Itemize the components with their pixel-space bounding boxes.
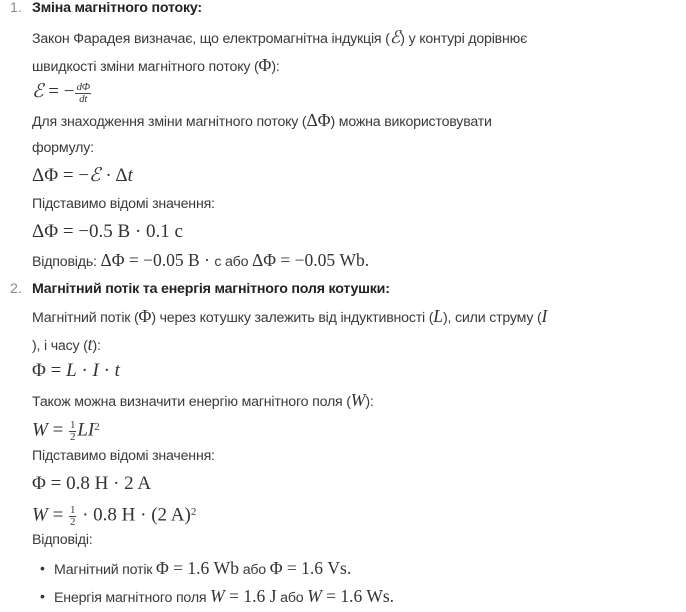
text: ) через котушку залежить від індуктивності ( [151,310,434,326]
math-variable: W [210,586,225,606]
math: · 0.8 H · (2 A) [77,504,191,526]
math: Φ [258,55,272,75]
text: або [276,590,308,606]
text-line [54,582,394,610]
math: ΔΦ = − [32,165,90,186]
section-title: Магнітний потік та енергія магнітного поля котушки: [32,281,390,297]
text-line [32,190,215,218]
text: c або [214,254,252,270]
text-line [32,330,101,358]
bullet: • [40,588,45,604]
list-number: 1. [10,0,22,16]
text: швидкості зміни магнітного потоку ( [32,59,259,75]
text: ): [365,394,374,410]
formula-line [32,470,151,498]
formula-line [32,162,133,190]
fraction [69,420,76,443]
text: Також можна визначити енергію магнітного поля ( [32,394,351,410]
formula-line [32,357,120,385]
math: Φ = [32,360,67,381]
formula-line [32,413,100,444]
math: ΔΦ [306,110,331,130]
fraction [75,82,90,105]
text-line [32,51,280,79]
math-variable: I [541,306,548,326]
math-variable: t [87,334,93,354]
math: Φ = 0.8 H · 2 A [32,473,152,494]
formula-line [32,78,92,106]
text-line [32,442,215,470]
section-title: Зміна магнітного потоку: [32,0,202,16]
text: Відповідь: [32,254,101,270]
math-variable: ℰ [389,27,401,47]
math: ΔΦ = −0.05 Wb. [252,250,370,270]
math: · Δ [100,165,128,186]
math: Φ = 1.6 Vs. [269,558,352,578]
text-line [32,106,492,134]
text: Підставимо відомі значення: [32,448,215,464]
math-variable: W [307,586,322,606]
formula-line [32,498,197,529]
math: · [76,360,93,381]
text-line [54,554,351,582]
math-variable: ℰ [89,165,101,186]
denominator: dt [79,92,88,105]
text: ): [271,59,280,75]
math-variable: L [66,360,77,381]
text: Магнітний потік ( [32,310,139,326]
math-variable: W [32,419,48,441]
text: Енергія магнітного поля [54,590,211,606]
text: ), і часу ( [32,338,88,354]
text-line [32,246,369,274]
text-line [32,386,374,414]
text: ): [92,338,101,354]
superscript: 2 [94,421,100,433]
math-variable: W [32,504,48,526]
text: формулу: [32,140,94,156]
math: = [47,419,69,441]
math-variable: ℰ [32,81,44,102]
text: Підставимо відомі значення: [32,196,215,212]
list-number: 2. [10,281,22,297]
text-line [32,302,547,330]
text: Закон Фарадея визначає, що електромагнітна індукція ( [32,31,390,47]
text-line [32,134,94,162]
math-variable: L [433,306,444,326]
math: · [98,360,115,381]
bullet: • [40,560,45,576]
text: ) можна використовувати [330,114,492,130]
math-variable: LI [77,419,95,441]
math-variable: t [127,165,133,186]
superscript: 2 [190,506,197,518]
text: Відповіді: [32,532,93,548]
denominator: 2 [70,516,76,529]
math-variable: t [114,360,120,381]
math: = 1.6 J [224,586,277,606]
text: ) у контурі дорівнює [400,31,528,47]
text: Для знаходження зміни магнітного потоку ( [32,114,307,130]
math: ΔΦ = −0.05 B · [100,250,215,270]
math-variable: I [92,360,99,381]
math: = 1.6 Ws. [321,586,395,606]
text: Магнітний потік [54,562,157,578]
text: ), сили струму ( [443,310,542,326]
numerator: dΦ [76,80,90,93]
math: = − [43,81,75,102]
math: Φ = 1.6 Wb [156,558,239,578]
math: Φ [138,306,152,326]
formula-line [32,218,183,246]
text: або [238,562,270,578]
text-line [32,526,93,554]
denominator: 2 [70,431,76,444]
text-line [32,23,527,51]
math: ΔΦ = −0.5 B · 0.1 c [32,221,183,242]
numerator: 1 [70,504,76,517]
math: = [47,504,69,526]
math-variable: W [350,390,366,410]
numerator: 1 [70,419,76,432]
